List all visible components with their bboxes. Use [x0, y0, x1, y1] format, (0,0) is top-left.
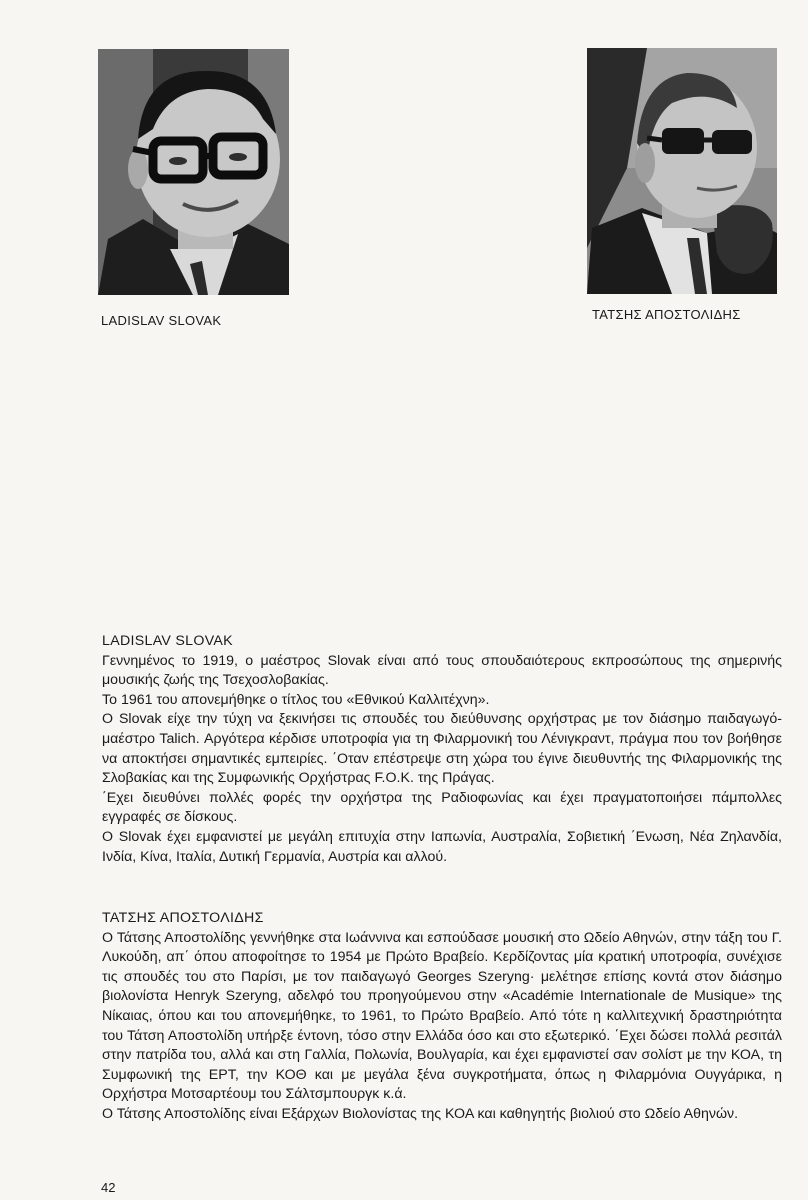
portrait-photo-slovak [98, 49, 289, 295]
biography-paragraph: Το 1961 του απονεμήθηκε ο τίτλος του «Εθνικού Καλλιτέχνη». [102, 691, 490, 708]
biography-paragraph: Ο Τάτσης Αποστολίδης γεννήθηκε στα Ιωάννινα και εσπούδασε μουσική στο Ωδείο Αθηνών, στην τάξη του Γ. Λυκούδη, απ΄ όπου αποφοίτησε το 1954 με Πρώτο Βραβείο. Κερδίζοντας μία κρατική υποτροφία, συνέχισε τις σπουδές του στο Παρίσι, με τον παιδαγωγό Georges Szeryng· μελέτησε επίσης κοντά στον διάσημο βιολονίστα Henryk Szeryng, αδελφό του προηγούμενου στην «Académie Internationale de Musique» της Νίκαιας, όπου και του απονεμήθηκε, το 1961, το Πρώτο Βραβείο. Από τότε η καλλιτεχνική δραστηριότητα του Τάτση Αποστολίδη υπήρξε έντονη, τόσο στην Ελλάδα όσο και στο εξωτερικό. ΄Εχει δώσει πολλά ρεσιτάλ στην πατρίδα του, αλλά και στη Γαλλία, Πολωνία, Βουλγαρία, και έχει εμφανιστεί σαν σολίστ με την ΚΟΑ, τη Συμφωνική της ΕΡΤ, την ΚΟΘ και με μεγάλα ξένα συγκροτήματα, όπως η Φιλαρμόνια Ουγγάρικα, η Ορχήστρα Μοτσαρτέουμ του Σάλτσμπουργκ κ.ά. [102, 929, 782, 1103]
biography-paragraph: Ο Τάτσης Αποστολίδης είναι Εξάρχων Βιολονίστας της ΚΟΑ και καθηγητής βιολιού στο Ωδείο Αθηνών. [102, 1105, 739, 1122]
page-number: 42 [101, 1180, 116, 1195]
photo-caption-slovak: LADISLAV SLOVAK [101, 313, 222, 328]
biography-paragraph: Ο Slovak είχε την τύχη να ξεκινήσει τις σπουδές του διεύθυνσης ορχήστρας με τον διάσημο παιδαγωγό-μαέστρο Talich. Αργότερα κέρδισε υποτροφία για τη Φιλαρμονική του Λένιγκραντ, πράγμα που τον βοήθησε να αποκτήσει σημαντικές εμπειρίες. ΄Οταν επέστρεψε στη χώρα του έγινε διευθυντής της Φιλαρμονικής της Σλοβακίας και της Συμφωνικής Ορχήστρας F.O.K. της Πράγας. [102, 711, 782, 787]
biography-paragraph: Ο Slovak έχει εμφανιστεί με μεγάλη επιτυχία στην Ιαπωνία, Αυστραλία, Σοβιετική ΄Ενωση, Νέα Ζηλανδία, Ινδία, Κίνα, Ιταλία, Δυτική Γερμανία, Αυστρία και αλλού. [102, 828, 782, 865]
biography-heading: ΤΑΤΣΗΣ ΑΠΟΣΤΟΛΙΔΗΣ [102, 910, 264, 926]
photo-caption-apostolidis: ΤΑΤΣΗΣ ΑΠΟΣΤΟΛΙΔΗΣ [592, 307, 741, 322]
biography-slovak [102, 632, 782, 867]
biography-paragraph: Γεννημένος το 1919, ο μαέστρος Slovak είναι από τους σπουδαιότερους εκπροσώπους της σημερινής μουσικής ζωής της Τσεχοσλοβακίας. [102, 652, 782, 689]
biography-apostolidis [102, 909, 782, 1125]
portrait-photo-apostolidis [587, 48, 777, 294]
biography-paragraph: ΄Εχει διευθύνει πολλές φορές την ορχήστρα της Ραδιοφωνίας και έχει πραγματοποιήσει πάμπολλες εγγραφές σε δίσκους. [102, 789, 782, 826]
biography-heading: LADISLAV SLOVAK [102, 633, 233, 649]
